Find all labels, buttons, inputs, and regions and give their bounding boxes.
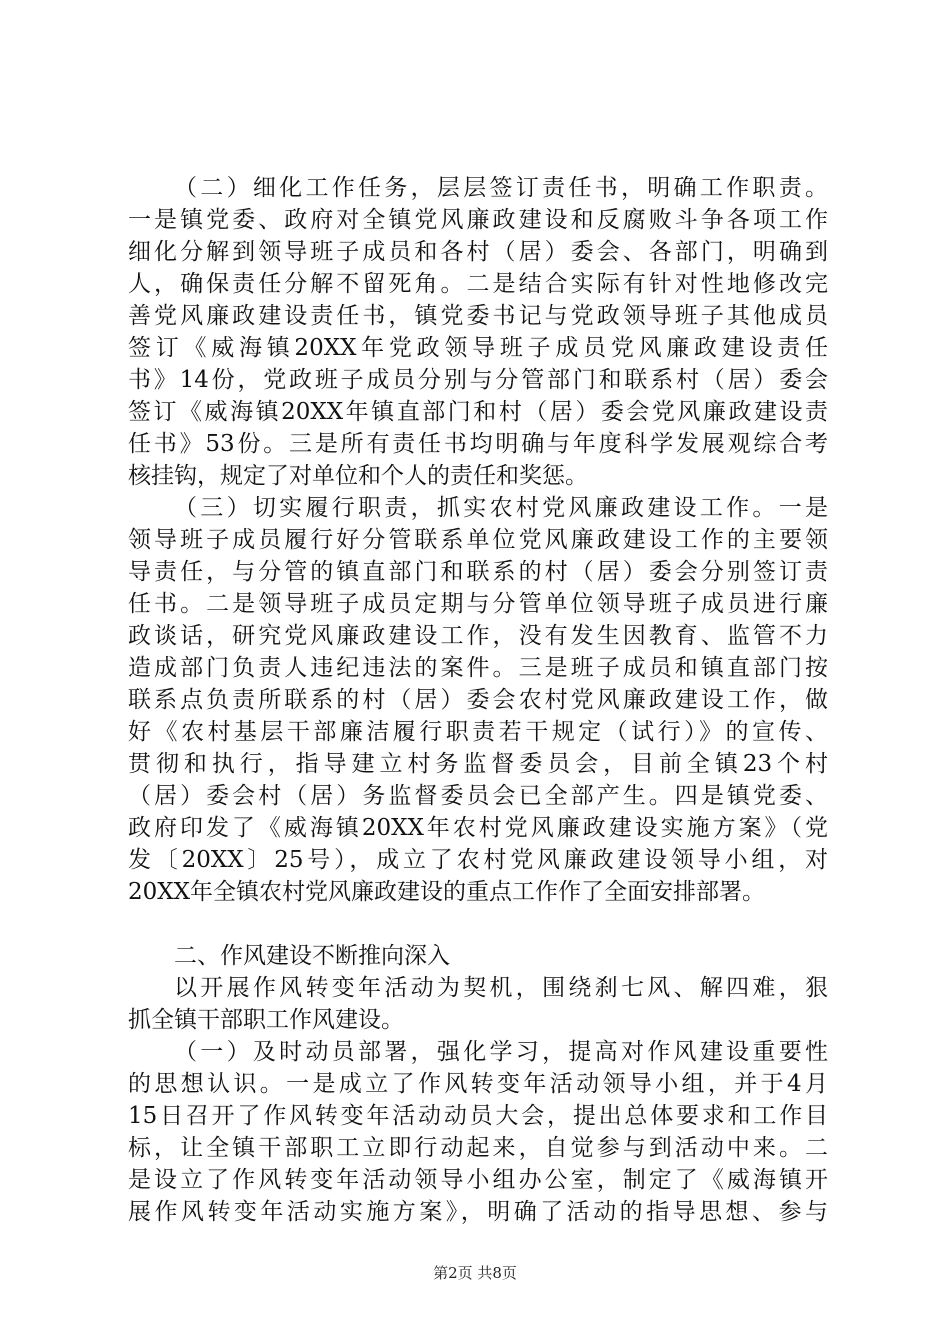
text-line: 发〔20XX〕25号），成立了农村党风廉政建设领导小组，对 (128, 847, 828, 873)
text-line: 标，让全镇干部职工立即行动起来，自觉参与到活动中来。二 (128, 1135, 828, 1161)
text-line: 导责任，与分管的镇直部门和联系的村（居）委会分别签订责 (128, 559, 828, 585)
page-number: 第2页 共8页 (433, 1264, 517, 1282)
text-line: 是设立了作风转变年活动领导小组办公室，制定了《威海镇开 (128, 1167, 828, 1193)
paragraph-intro (128, 972, 828, 1036)
text-line: 签订《威海镇20XX年党政领导班子成员党风廉政建设责任 (128, 335, 828, 361)
paragraph-gap (128, 908, 828, 940)
document-body (128, 172, 828, 1228)
paragraph-responsibility (128, 172, 828, 492)
text-line: 任书》53份。三是所有责任书均明确与年度科学发展观综合考 (128, 431, 828, 457)
text-line: 人，确保责任分解不留死角。二是结合实际有针对性地修改完 (128, 271, 828, 297)
text-line: （一）及时动员部署，强化学习，提高对作风建设重要性 (174, 1039, 828, 1065)
text-line: 核挂钩，规定了对单位和个人的责任和奖惩。 (128, 463, 588, 489)
text-line: 20XX年全镇农村党风廉政建设的重点工作作了全面安排部署。 (128, 879, 766, 905)
text-line: （三）切实履行职责，抓实农村党风廉政建设工作。一是 (174, 495, 828, 521)
text-line: 一是镇党委、政府对全镇党风廉政建设和反腐败斗争各项工作 (128, 207, 828, 233)
text-line: 抓全镇干部职工作风建设。 (128, 1007, 404, 1033)
text-line: 展作风转变年活动实施方案》，明确了活动的指导思想、参与 (128, 1199, 828, 1225)
text-line: 善党风廉政建设责任书，镇党委书记与党政领导班子其他成员 (128, 303, 828, 329)
text-line: 15日召开了作风转变年活动动员大会，提出总体要求和工作目 (128, 1103, 828, 1129)
text-line: 书》14份，党政班子成员分别与分管部门和联系村（居）委会 (128, 367, 828, 393)
text-line: 领导班子成员履行好分管联系单位党风廉政建设工作的主要领 (128, 527, 828, 553)
paragraph-mobilization (128, 1036, 828, 1228)
text-line: 任书。二是领导班子成员定期与分管单位领导班子成员进行廉 (128, 591, 828, 617)
text-line: 联系点负责所联系的村（居）委会农村党风廉政建设工作，做 (128, 687, 828, 713)
paragraph-rural-construction (128, 492, 828, 908)
text-line: 以开展作风转变年活动为契机，围绕刹七风、解四难，狠 (174, 975, 828, 1001)
text-line: 的思想认识。一是成立了作风转变年活动领导小组，并于4月 (128, 1071, 828, 1097)
text-line: （居）委会村（居）务监督委员会已全部产生。四是镇党委、 (128, 783, 828, 809)
text-line: 贯彻和执行，指导建立村务监督委员会，目前全镇23个村 (128, 751, 828, 777)
section-heading: 二、作风建设不断推向深入 (174, 943, 450, 969)
text-line: 政谈话，研究党风廉政建设工作，没有发生因教育、监管不力 (128, 623, 828, 649)
text-line: 造成部门负责人违纪违法的案件。三是班子成员和镇直部门按 (128, 655, 828, 681)
text-line: 细化分解到领导班子成员和各村（居）委会、各部门，明确到 (128, 239, 828, 265)
text-line: 政府印发了《威海镇20XX年农村党风廉政建设实施方案》（党 (128, 815, 828, 841)
text-line: （二）细化工作任务，层层签订责任书，明确工作职责。 (174, 175, 828, 201)
text-line: 好《农村基层干部廉洁履行职责若干规定（试行）》的宣传、 (128, 719, 828, 745)
text-line: 签订《威海镇20XX年镇直部门和村（居）委会党风廉政建设责 (128, 399, 828, 425)
